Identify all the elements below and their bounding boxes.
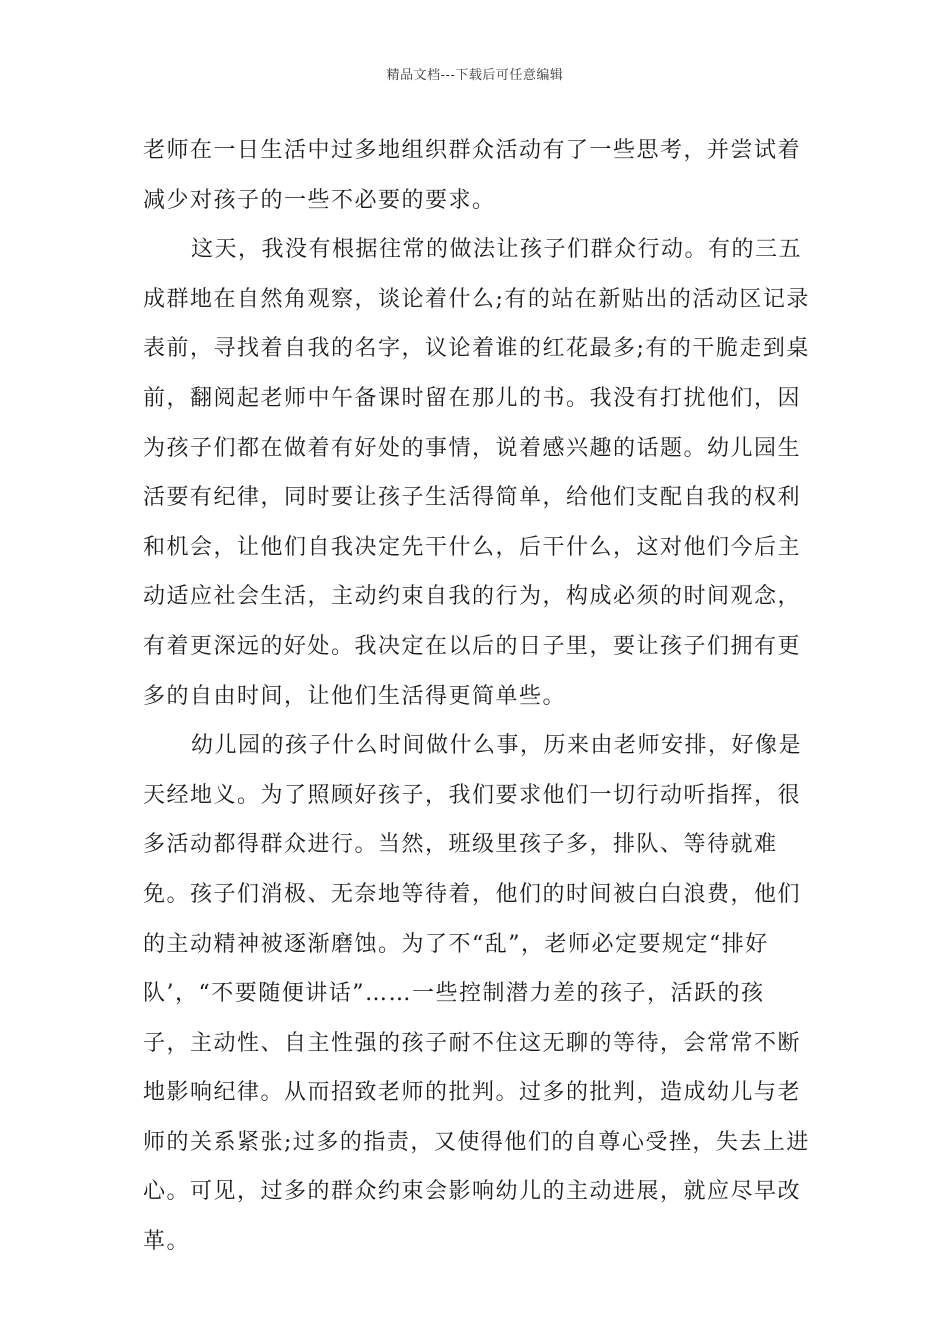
paragraph: 这天，我没有根据往常的做法让孩子们群众行动。有的三五成群地在自然角观察，谈论着什么;有的站在新贴出的活动区记录表前，寻找着自我的名字，议论着谁的红花最多;有的干脆走到桌前，翻阅起老师中午备课时留在那儿的书。我没有打扰他们，因为孩子们都在做着有好处的事情，说着感兴趣的话题。幼儿园生活要有纪律，同时要让孩子生活得简单，给他们支配自我的权利和机会，让他们自我决定先干什么，后干什么，这对他们今后主动适应社会生活，主动约束自我的行为，构成必须的时间观念，有着更深远的好处。我决定在以后的日子里，要让孩子们拥有更多的自由时间，让他们生活得更简单些。 [143, 237, 810, 709]
paragraph: 幼儿园的孩子什么时间做什么事，历来由老师安排，好像是天经地义。为了照顾好孩子，我们要求他们一切行动听指挥，很多活动都得群众进行。当然，班级里孩子多，排队、等待就难免。孩子们消极、无奈地等待着，他们的时间被白白浪费，他们的主动精神被逐渐磨蚀。为了不“乱”，老师必定要规定“排好队’，“不要随便讲话”……一些控制潜力差的孩子，活跃的孩子，主动性、自主性强的孩子耐不住这无聊的等待，会常常不断地影响纪律。从而招致老师的批判。过多的批判，造成幼儿与老师的关系紧张;过多的指责，又使得他们的自尊心受挫，失去上进心。可见，过多的群众约束会影响幼儿的主动进展，就应尽早改革。 [143, 733, 810, 1255]
document-body [143, 126, 811, 1267]
page-header: 精品文档---下载后可任意编辑 [386, 68, 564, 83]
paragraph-continued: 老师在一日生活中过多地组织群众活动有了一些思考，并尝试着减少对孩子的一些不必要的要求。 [143, 138, 802, 213]
